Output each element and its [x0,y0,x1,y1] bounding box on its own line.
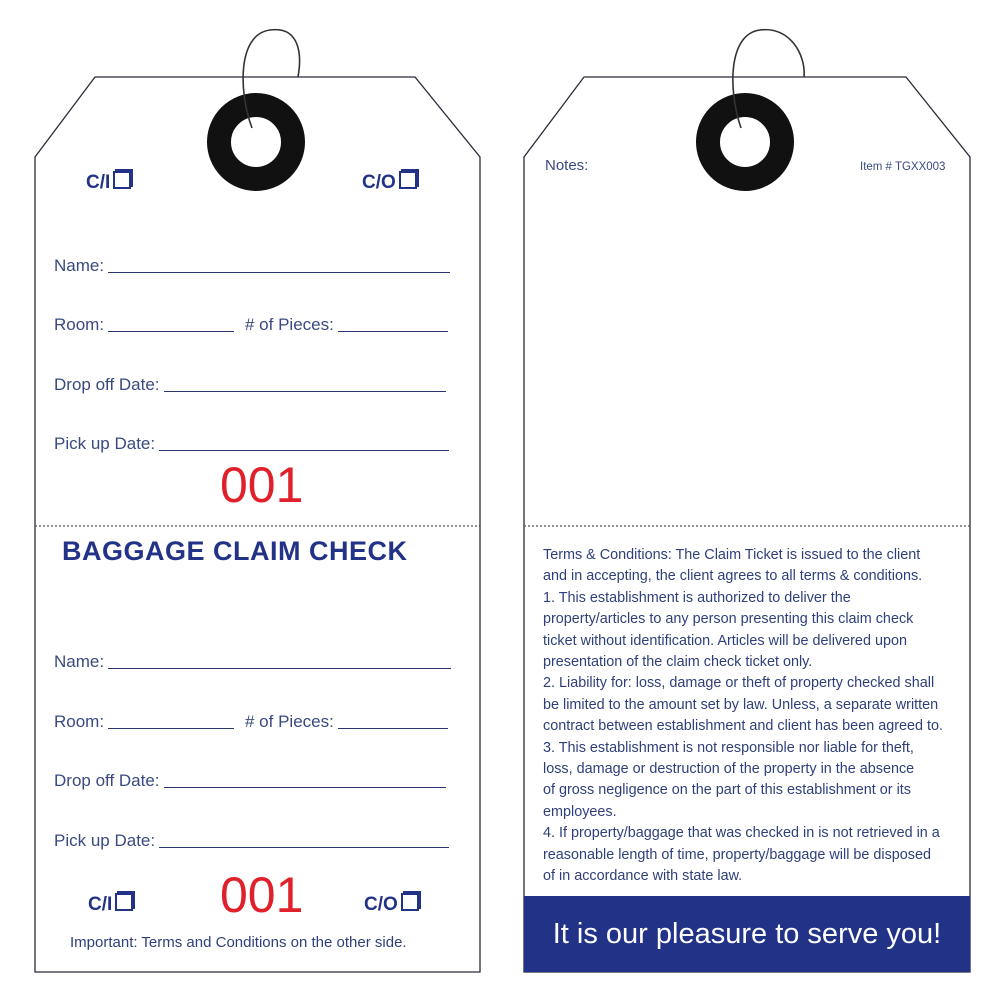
pickup-date-field[interactable] [54,831,449,851]
name-label: Name: [54,256,105,275]
pieces-blank-line[interactable] [338,331,448,332]
name-blank-line[interactable] [108,272,450,273]
dropoff-date-label: Drop off Date: [54,771,160,790]
name-field[interactable] [54,256,450,276]
checkout-label: C/O [362,172,396,193]
pieces-label: # of Pieces: [245,315,334,334]
terms-line: employees. [543,803,617,820]
pieces-label: # of Pieces: [245,712,334,731]
ticket-number: 001 [220,457,304,513]
terms-line: 1. This establishment is authorized to deliver the [543,589,851,606]
room-label: Room: [54,712,105,731]
terms-line: 2. Liability for: loss, damage or theft of property checked shall [543,675,935,692]
checkout-checkbox[interactable] [362,171,417,194]
terms-line: loss, damage or destruction of the property in the absence [543,761,915,778]
terms-line: and in accepting, the client agrees to all terms & conditions. [543,568,923,585]
checkout-label: C/O [364,894,398,915]
dropoff-date-blank-line[interactable] [164,787,446,788]
terms-reference-note: Important: Terms and Conditions on the other side. [70,934,407,951]
checkin-label: C/I [88,894,113,915]
banner-text: It is our pleasure to serve you! [552,917,942,950]
notes-area[interactable] [540,185,960,515]
terms-line: of in accordance with state law. [543,868,743,885]
checkout-checkbox[interactable] [364,893,419,916]
name-label: Name: [54,652,105,671]
checkbox-icon [401,893,419,911]
pieces-blank-line[interactable] [338,728,448,729]
room-field[interactable] [54,712,234,732]
dropoff-date-blank-line[interactable] [164,391,446,392]
terms-line: 4. If property/baggage that was checked in is not retrieved in a [543,825,940,842]
terms-and-conditions [543,545,958,888]
pickup-date-field[interactable] [54,434,449,454]
terms-line: presentation of the claim check ticket only. [543,654,813,671]
terms-line: property/articles to any person presenting this claim check [543,611,914,628]
checkbox-icon [115,893,133,911]
terms-line: 3. This establishment is not responsible nor liable for theft, [543,739,914,756]
terms-line: be limited to the amount set by law. Unless, a separate written [543,696,939,713]
pieces-field[interactable] [245,315,448,335]
notes-label: Notes: [545,157,589,174]
baggage-claim-title: BAGGAGE CLAIM CHECK [62,536,408,566]
pickup-date-blank-line[interactable] [159,450,449,451]
ticket-number: 001 [220,867,304,923]
checkin-label: C/I [86,172,111,193]
checkbox-icon [113,171,131,189]
room-blank-line[interactable] [108,331,234,332]
checkin-checkbox[interactable] [86,171,131,194]
checkin-checkbox[interactable] [88,893,133,916]
room-label: Room: [54,315,105,334]
thank-you-banner [524,896,970,972]
pickup-date-blank-line[interactable] [159,847,449,848]
checkbox-icon [399,171,417,189]
dropoff-date-label: Drop off Date: [54,375,160,394]
name-field[interactable] [54,652,451,672]
terms-line: ticket without identification. Articles will be delivered upon [543,632,907,649]
terms-line: reasonable length of time, property/baggage will be disposed [543,846,931,863]
name-blank-line[interactable] [108,668,451,669]
pickup-date-label: Pick up Date: [54,434,156,453]
terms-line: Terms & Conditions: The Claim Ticket is issued to the client [543,547,921,563]
room-field[interactable] [54,315,234,335]
room-blank-line[interactable] [108,728,234,729]
terms-line: of gross negligence on the part of this establishment or its [543,782,911,799]
terms-line: contract between establishment and client has been agreed to. [543,718,944,735]
item-number: Item # TGXX003 [860,161,946,173]
pickup-date-label: Pick up Date: [54,831,156,850]
dropoff-date-field[interactable] [54,375,446,395]
pieces-field[interactable] [245,712,448,732]
dropoff-date-field[interactable] [54,771,446,791]
